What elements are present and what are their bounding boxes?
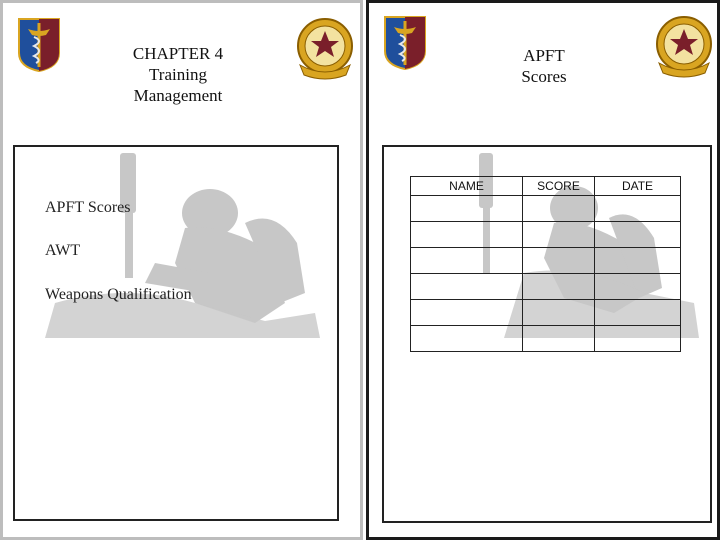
medical-brigade-insignia-icon: [382, 13, 428, 71]
date-cell[interactable]: [595, 326, 681, 352]
chapter-title-line-3: Management: [133, 86, 223, 105]
unit-crest-icon: [290, 13, 360, 83]
medical-brigade-insignia-icon: [16, 15, 62, 73]
name-cell[interactable]: [411, 222, 523, 248]
name-cell[interactable]: [411, 274, 523, 300]
score-cell[interactable]: [523, 326, 595, 352]
table-header-row: [411, 177, 681, 196]
date-cell[interactable]: [595, 248, 681, 274]
table-row: [411, 326, 681, 352]
toc-item-weapons-qualification[interactable]: Weapons Qualification: [45, 286, 192, 303]
column-header-score: SCORE: [523, 177, 595, 196]
table-row: [411, 274, 681, 300]
table-row: [411, 248, 681, 274]
column-header-date: DATE: [595, 177, 681, 196]
date-cell[interactable]: [595, 196, 681, 222]
score-cell[interactable]: [523, 300, 595, 326]
table-row: [411, 300, 681, 326]
apft-scores-table: [410, 176, 681, 352]
scores-frame: [382, 145, 712, 523]
page-title-line-1: APFT: [523, 46, 565, 65]
contents-frame: [13, 145, 339, 521]
right-page: [366, 0, 720, 540]
score-cell[interactable]: [523, 274, 595, 300]
page-title-line-2: Scores: [521, 67, 567, 86]
name-cell[interactable]: [411, 326, 523, 352]
chapter-title-line-2: Training: [149, 65, 207, 84]
chapter-title: [108, 43, 248, 106]
table-row: [411, 196, 681, 222]
date-cell[interactable]: [595, 300, 681, 326]
name-cell[interactable]: [411, 196, 523, 222]
date-cell[interactable]: [595, 222, 681, 248]
date-cell[interactable]: [595, 274, 681, 300]
toc-item-awt[interactable]: AWT: [45, 242, 81, 259]
page-title: [489, 45, 599, 87]
chapter-title-line-1: CHAPTER 4: [132, 44, 224, 63]
name-cell[interactable]: [411, 300, 523, 326]
name-cell[interactable]: [411, 248, 523, 274]
table-row: [411, 222, 681, 248]
score-cell[interactable]: [523, 222, 595, 248]
unit-crest-icon: [649, 11, 719, 81]
score-cell[interactable]: [523, 248, 595, 274]
score-cell[interactable]: [523, 196, 595, 222]
column-header-name: NAME: [411, 177, 523, 196]
toc-item-apft-scores[interactable]: APFT Scores: [45, 199, 131, 216]
